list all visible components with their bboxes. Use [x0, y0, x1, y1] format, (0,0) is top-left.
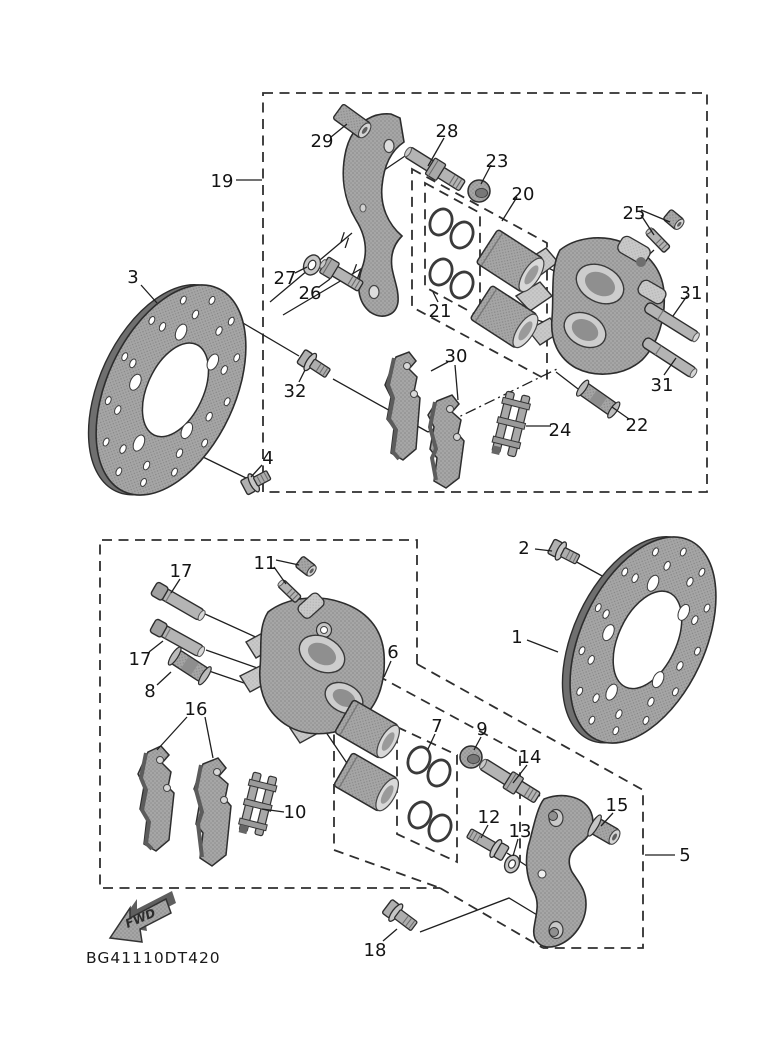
part-number-20: 20 — [511, 184, 535, 205]
part-9-plug — [460, 746, 482, 768]
part-number-21: 21 — [428, 301, 452, 322]
part-16-brake-pads-lower — [138, 746, 231, 866]
part-number-29: 29 — [310, 131, 334, 152]
part-number-1: 1 — [511, 627, 523, 648]
part-number-19: 19 — [210, 171, 234, 192]
part-28-pin-bolt — [401, 143, 467, 194]
part-number-13: 13 — [508, 821, 532, 842]
axis-line — [243, 323, 299, 356]
part-number-10: 10 — [283, 802, 307, 823]
part-number-6: 6 — [387, 642, 399, 663]
part-number-27: 27 — [273, 268, 297, 289]
part-7-seal-set-lower — [404, 743, 455, 844]
part-26-pin-bolt — [317, 255, 366, 294]
part-23-plug — [468, 180, 490, 202]
part-31-slide-pin-b — [641, 336, 698, 379]
label-leader-line — [205, 717, 213, 758]
part-number-15: 15 — [605, 795, 629, 816]
axis-line — [205, 614, 260, 639]
part-10-pad-spring-lower — [237, 772, 279, 839]
part-number-5: 5 — [679, 845, 691, 866]
label-leader-line — [157, 717, 187, 750]
fwd-arrow — [110, 891, 176, 942]
part-number-25: 25 — [622, 203, 646, 224]
part-12-bolt — [464, 824, 510, 862]
part-24-pad-spring-upper — [489, 391, 532, 460]
part-number-32: 32 — [283, 381, 307, 402]
part-number-17: 17 — [128, 649, 152, 670]
part-6-piston-b — [334, 753, 404, 815]
label-leader-line — [455, 365, 458, 400]
fwd-arrow-label: FWD — [123, 905, 158, 931]
part-number-4: 4 — [262, 448, 274, 469]
part-17-slide-pin-a — [150, 582, 207, 624]
diagram-code: BG41110DT420 — [86, 949, 221, 967]
part-number-30: 30 — [444, 346, 468, 367]
part-number-28: 28 — [435, 121, 459, 142]
part-number-26: 26 — [298, 283, 322, 304]
part-number-9: 9 — [476, 719, 488, 740]
part-number-31: 31 — [650, 375, 674, 396]
part-number-22: 22 — [625, 415, 649, 436]
part-11-bleed-screw — [277, 579, 302, 603]
label-leader-line — [141, 285, 157, 303]
part-number-12: 12 — [477, 807, 501, 828]
part-18-flange-bolt — [381, 898, 421, 935]
part-number-18: 18 — [363, 940, 387, 961]
part-11-cap — [295, 556, 318, 578]
part-bracket-lower — [527, 796, 593, 947]
part-number-16: 16 — [184, 699, 208, 720]
assembly-box — [397, 727, 457, 862]
part-number-31: 31 — [679, 283, 703, 304]
label-leader-line — [527, 640, 558, 652]
part-number-3: 3 — [127, 267, 139, 288]
part-number-24: 24 — [548, 420, 572, 441]
part-22-spacer — [575, 379, 622, 420]
label-leader-line — [157, 672, 171, 685]
part-number-11: 11 — [253, 553, 277, 574]
part-number-17: 17 — [169, 561, 193, 582]
assembly-group-boxes — [100, 93, 707, 948]
assembly-box — [425, 183, 480, 317]
part-number-8: 8 — [144, 681, 156, 702]
part-21-seal-set-upper — [426, 205, 477, 301]
part-number-7: 7 — [431, 716, 443, 737]
part-number-2: 2 — [518, 538, 530, 559]
part-2-flange-bolt — [546, 537, 582, 568]
part-number-23: 23 — [485, 151, 509, 172]
part-30-brake-pads-upper — [385, 352, 464, 488]
part-number-14: 14 — [518, 747, 542, 768]
label-leader-line — [276, 560, 299, 565]
